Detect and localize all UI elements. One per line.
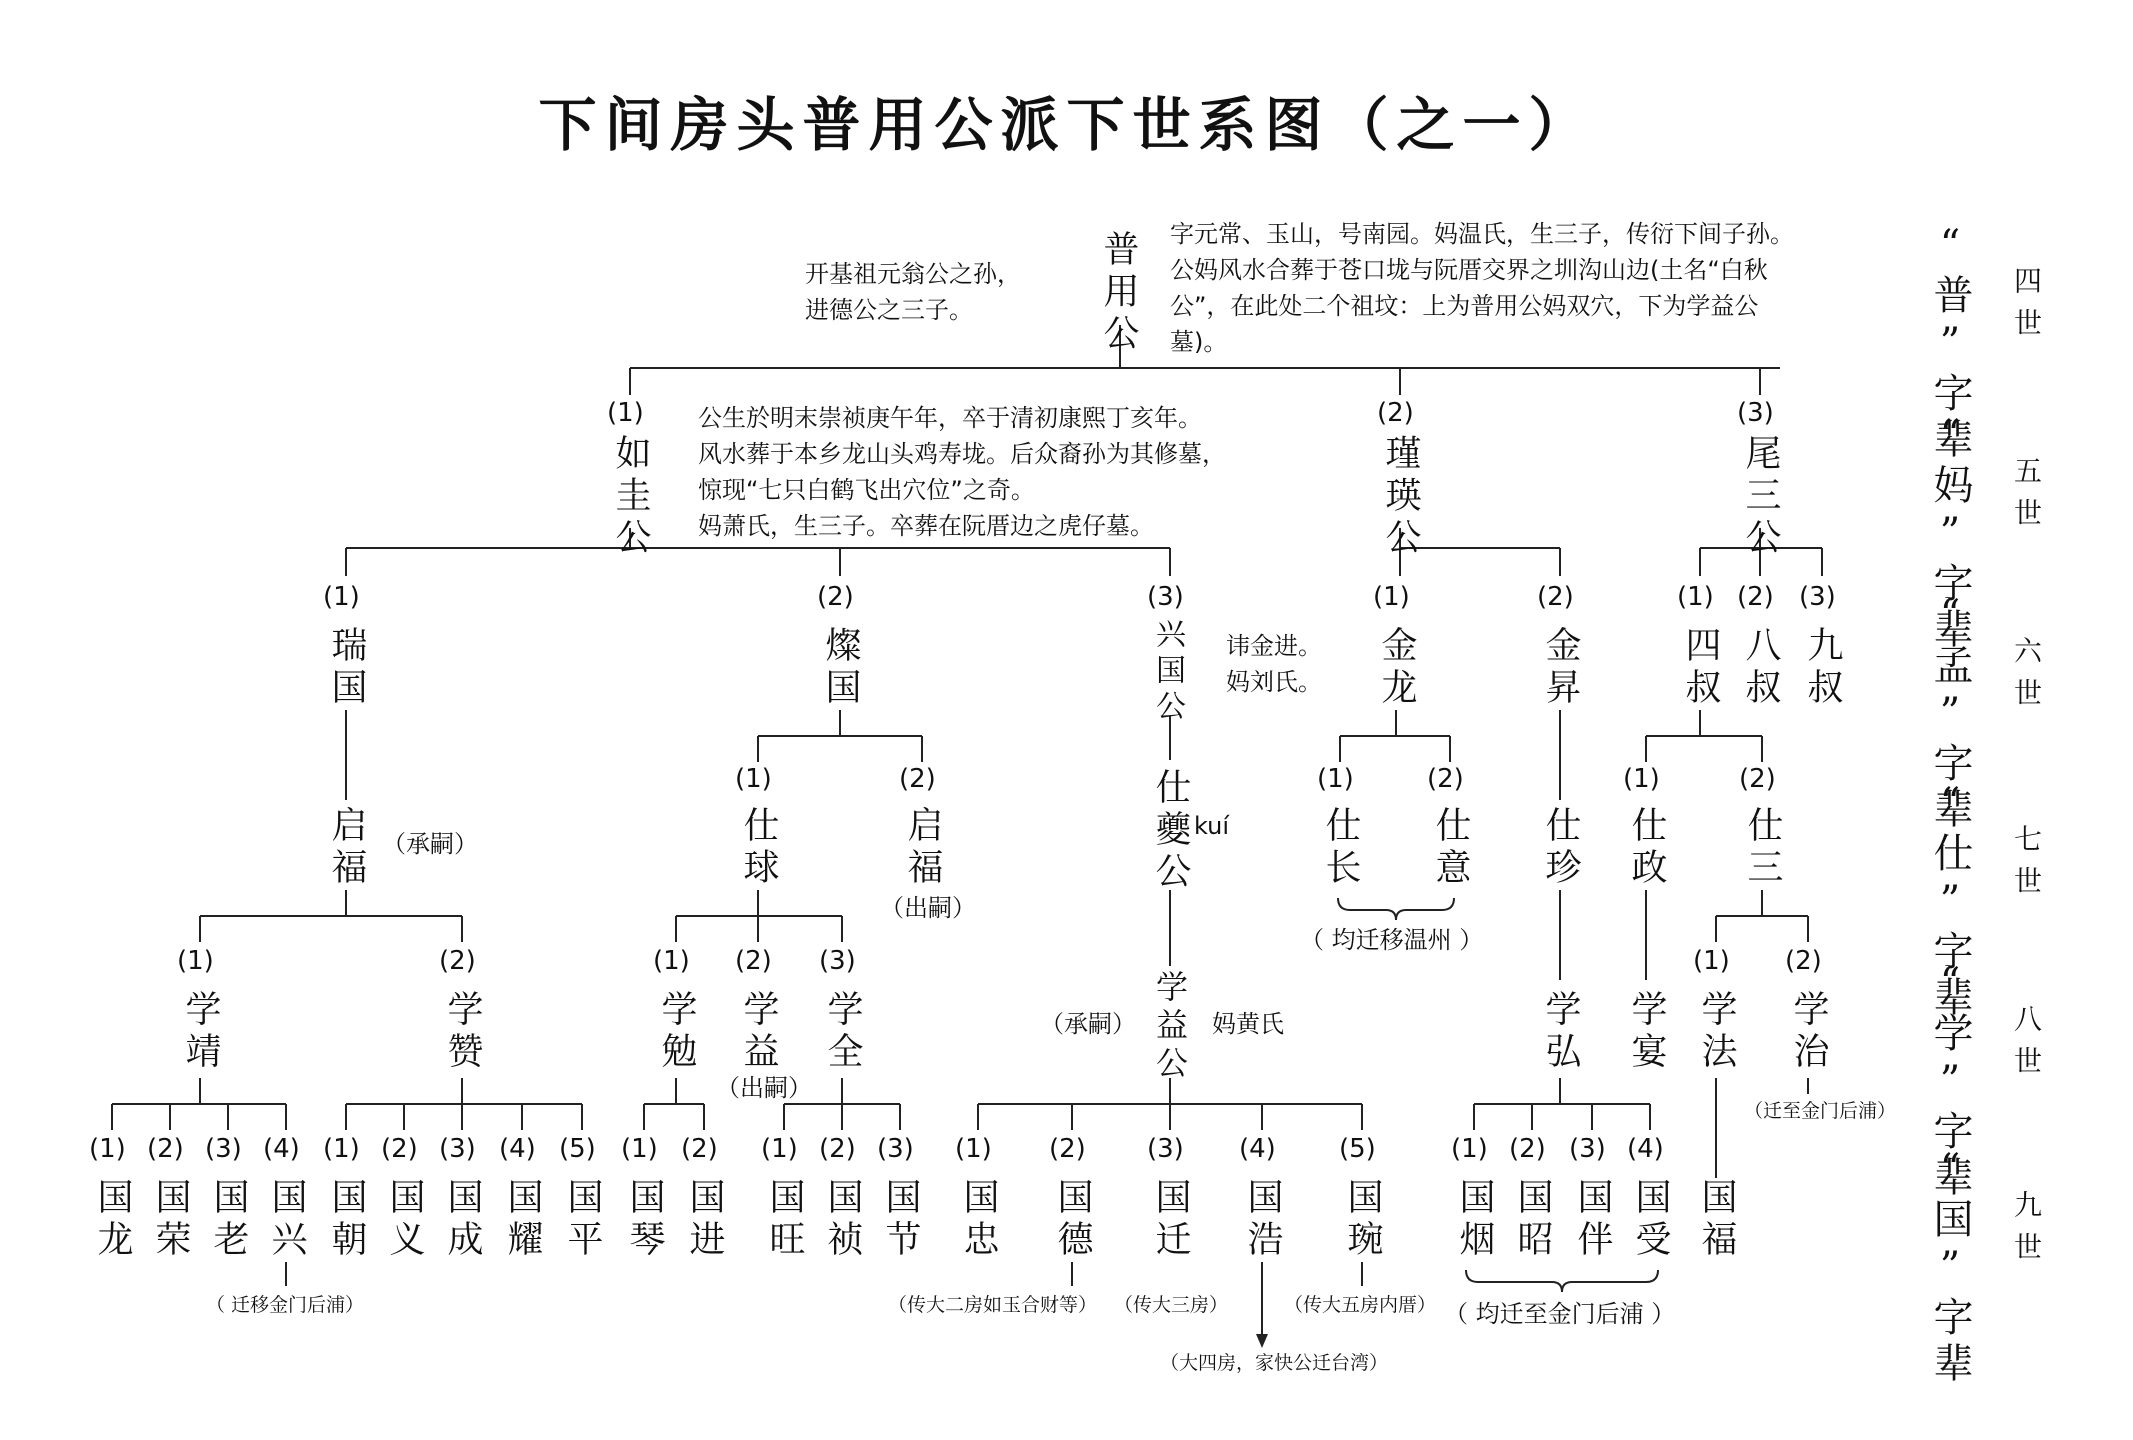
gen9-name-20: 国烟 bbox=[1454, 1178, 1495, 1262]
gen6-name-5: 金昇 bbox=[1540, 626, 1581, 710]
gen9-num-9: (5) bbox=[559, 1134, 596, 1164]
gen9-num-3: (3) bbox=[205, 1134, 242, 1164]
gen8-name-7: 学弘 bbox=[1540, 990, 1581, 1074]
gen9-name-23: 国受 bbox=[1630, 1178, 1671, 1262]
gen9-num-11: (2) bbox=[681, 1134, 718, 1164]
gen5-num-1: (1) bbox=[607, 398, 644, 428]
note-jinmen: （ 均迁至金门后浦 ） bbox=[1444, 1300, 1676, 1328]
gen7-name-6: 仕意 bbox=[1430, 806, 1471, 890]
gen-num-4: 四世 bbox=[2010, 266, 2043, 350]
root-name: 普用公 bbox=[1098, 230, 1139, 356]
gen8-note-6-left: （承嗣） bbox=[1040, 1010, 1136, 1038]
gen6-note-3: 讳金进。 妈刘氏。 bbox=[1226, 632, 1322, 696]
arrowhead-icon bbox=[1256, 1334, 1268, 1348]
note-wenzhou: （ 均迁移温州 ） bbox=[1300, 926, 1484, 954]
gen8-name-4: 学益 bbox=[738, 990, 779, 1074]
gen9-name-22: 国伴 bbox=[1572, 1178, 1613, 1262]
gen9-num-19: (5) bbox=[1339, 1134, 1376, 1164]
gen9-num-8: (4) bbox=[499, 1134, 536, 1164]
gen9-name-19: 国琬 bbox=[1342, 1178, 1383, 1262]
note-xing: （ 迁移金门后浦） bbox=[206, 1294, 365, 1316]
gen6-num-4: (1) bbox=[1373, 582, 1410, 612]
gen6-name-6: 四叔 bbox=[1680, 626, 1721, 710]
gen8-name-9: 学法 bbox=[1696, 990, 1737, 1074]
note-wan: （传大五房内厝） bbox=[1284, 1294, 1437, 1316]
gen9-num-23: (4) bbox=[1627, 1134, 1664, 1164]
gen-label-9: “国”字辈 bbox=[1927, 1146, 1973, 1388]
gen8-name-5: 学全 bbox=[822, 990, 863, 1074]
gen8-num-10: (2) bbox=[1785, 946, 1822, 976]
gen8-note-6-right: 妈黄氏 bbox=[1212, 1010, 1284, 1038]
gen9-num-14: (3) bbox=[877, 1134, 914, 1164]
note-qian: （传大三房） bbox=[1114, 1294, 1229, 1316]
gen9-name-14: 国节 bbox=[880, 1178, 921, 1262]
gen-label-4: “普”字辈 bbox=[1927, 222, 1973, 464]
gen5-note-1: 公生於明末崇祯庚午年，卒于清初康熙丁亥年。 风水葬于本乡龙山头鸡寿垅。后众裔孙为其修墓， 惊现“七只白鹤飞出穴位”之奇。 妈萧氏，生三子。卒葬在阮厝边之虎仔墓。 bbox=[698, 404, 1226, 540]
gen5-num-2: (2) bbox=[1377, 398, 1414, 428]
gen9-name-4: 国兴 bbox=[266, 1178, 307, 1262]
gen9-name-17: 国迁 bbox=[1150, 1178, 1191, 1262]
gen8-note-10: （迁至金门后浦） bbox=[1744, 1100, 1897, 1122]
gen7-name-7: 仕珍 bbox=[1540, 806, 1581, 890]
gen8-num-2: (2) bbox=[439, 946, 476, 976]
gen9-name-21: 国昭 bbox=[1512, 1178, 1553, 1262]
gen9-num-18: (4) bbox=[1239, 1134, 1276, 1164]
gen9-name-18: 国浩 bbox=[1242, 1178, 1283, 1262]
gen7-name-4: 仕夔公 bbox=[1150, 768, 1191, 894]
gen6-name-8: 九叔 bbox=[1802, 626, 1843, 710]
gen6-num-1: (1) bbox=[323, 582, 360, 612]
gen8-name-1: 学靖 bbox=[180, 990, 221, 1074]
gen8-name-2: 学赞 bbox=[442, 990, 483, 1074]
gen9-num-22: (3) bbox=[1569, 1134, 1606, 1164]
gen9-num-1: (1) bbox=[89, 1134, 126, 1164]
gen9-name-5: 国朝 bbox=[326, 1178, 367, 1262]
gen9-name-13: 国祯 bbox=[822, 1178, 863, 1262]
gen6-name-2: 燦国 bbox=[820, 626, 861, 710]
gen7-name-3: 启福 bbox=[902, 806, 943, 890]
gen9-name-1: 国龙 bbox=[92, 1178, 133, 1262]
note-zhong-de: （传大二房如玉合财等） bbox=[888, 1294, 1098, 1316]
gen9-name-3: 国老 bbox=[208, 1178, 249, 1262]
gen6-num-8: (3) bbox=[1799, 582, 1836, 612]
gen9-num-15: (1) bbox=[955, 1134, 992, 1164]
gen6-name-3: 兴国公 bbox=[1150, 618, 1185, 726]
gen9-num-10: (1) bbox=[621, 1134, 658, 1164]
gen9-num-13: (2) bbox=[819, 1134, 856, 1164]
gen8-num-5: (3) bbox=[819, 946, 856, 976]
gen9-num-6: (2) bbox=[381, 1134, 418, 1164]
gen9-name-7: 国成 bbox=[442, 1178, 483, 1262]
gen-num-5: 五世 bbox=[2010, 456, 2043, 540]
gen9-num-16: (2) bbox=[1049, 1134, 1086, 1164]
gen-label-6: “孟”字辈 bbox=[1927, 592, 1973, 834]
root-note-right: 字元常、玉山，号南园。妈温氏，生三子，传衍下间子孙。 公妈风水合葬于苍口垅与阮厝交界之圳沟山边(土名“白秋 公”，在此处二个祖坟：上为普用公妈双穴，下为学益公 墓)。 bbox=[1170, 220, 1794, 356]
gen-num-7: 七世 bbox=[2010, 824, 2043, 908]
gen6-num-5: (2) bbox=[1537, 582, 1574, 612]
gen5-name-2: 瑾瑛公 bbox=[1380, 434, 1421, 560]
gen5-num-3: (3) bbox=[1737, 398, 1774, 428]
gen7-num-2: (1) bbox=[735, 764, 772, 794]
gen7-name-1: 启福 bbox=[326, 806, 367, 890]
gen9-num-12: (1) bbox=[761, 1134, 798, 1164]
gen9-num-4: (4) bbox=[263, 1134, 300, 1164]
gen9-name-8: 国耀 bbox=[502, 1178, 543, 1262]
gen7-num-8: (1) bbox=[1623, 764, 1660, 794]
gen7-num-3: (2) bbox=[899, 764, 936, 794]
gen9-name-6: 国义 bbox=[384, 1178, 425, 1262]
root-note-left: 开基祖元翁公之孙， 进德公之三子。 bbox=[805, 260, 1021, 324]
gen5-name-3: 尾三公 bbox=[1740, 434, 1781, 560]
gen9-name-10: 国琴 bbox=[624, 1178, 665, 1262]
gen8-name-3: 学勉 bbox=[656, 990, 697, 1074]
gen9-name-15: 国忠 bbox=[958, 1178, 999, 1262]
gen7-name-9: 仕三 bbox=[1742, 806, 1783, 890]
gen6-name-1: 瑞国 bbox=[326, 626, 367, 710]
gen6-num-7: (2) bbox=[1737, 582, 1774, 612]
gen8-name-6: 学益公 bbox=[1151, 970, 1189, 1084]
note-hao: （大四房，家快公迁台湾） bbox=[1160, 1352, 1389, 1374]
gen9-num-20: (1) bbox=[1451, 1134, 1488, 1164]
gen7-num-9: (2) bbox=[1739, 764, 1776, 794]
gen9-name-12: 国旺 bbox=[764, 1178, 805, 1262]
gen9-name-11: 国进 bbox=[684, 1178, 725, 1262]
gen-label-8: “学”字辈 bbox=[1927, 960, 1973, 1202]
gen7-note-1: （承嗣） bbox=[382, 830, 478, 858]
gen9-name-24: 国福 bbox=[1696, 1178, 1737, 1262]
gen9-num-21: (2) bbox=[1509, 1134, 1546, 1164]
gen9-num-17: (3) bbox=[1147, 1134, 1184, 1164]
gen-label-5: “妈”字辈 bbox=[1927, 412, 1973, 654]
gen8-num-1: (1) bbox=[177, 946, 214, 976]
gen-num-9: 九世 bbox=[2010, 1190, 2043, 1274]
page-title: 下间房头普用公派下世系图（之一） bbox=[538, 91, 1595, 159]
gen9-num-5: (1) bbox=[323, 1134, 360, 1164]
gen6-num-6: (1) bbox=[1677, 582, 1714, 612]
gen6-num-2: (2) bbox=[817, 582, 854, 612]
gen7-note-4: kuí bbox=[1194, 812, 1230, 840]
gen7-note-3: （出嗣） bbox=[880, 894, 976, 922]
gen8-name-8: 学宴 bbox=[1626, 990, 1667, 1074]
gen9-name-16: 国德 bbox=[1052, 1178, 1093, 1262]
gen6-name-4: 金龙 bbox=[1376, 626, 1417, 710]
gen7-name-2: 仕球 bbox=[738, 806, 779, 890]
gen7-num-6: (2) bbox=[1427, 764, 1464, 794]
gen-label-7: “仕”字辈 bbox=[1927, 780, 1973, 1022]
gen9-name-2: 国荣 bbox=[150, 1178, 191, 1262]
gen-num-8: 八世 bbox=[2010, 1004, 2043, 1088]
gen6-name-7: 八叔 bbox=[1740, 626, 1781, 710]
gen9-num-2: (2) bbox=[147, 1134, 184, 1164]
gen8-note-4: （出嗣） bbox=[716, 1074, 812, 1102]
gen6-num-3: (3) bbox=[1147, 582, 1184, 612]
gen9-name-9: 国平 bbox=[562, 1178, 603, 1262]
gen8-name-10: 学治 bbox=[1788, 990, 1829, 1074]
gen7-name-8: 仕政 bbox=[1626, 806, 1667, 890]
gen8-num-9: (1) bbox=[1693, 946, 1730, 976]
gen8-num-4: (2) bbox=[735, 946, 772, 976]
gen8-num-3: (1) bbox=[653, 946, 690, 976]
gen7-name-5: 仕长 bbox=[1320, 806, 1361, 890]
gen5-name-1: 如圭公 bbox=[610, 434, 651, 560]
gen9-num-7: (3) bbox=[439, 1134, 476, 1164]
gen7-num-5: (1) bbox=[1317, 764, 1354, 794]
gen-num-6: 六世 bbox=[2010, 636, 2043, 720]
